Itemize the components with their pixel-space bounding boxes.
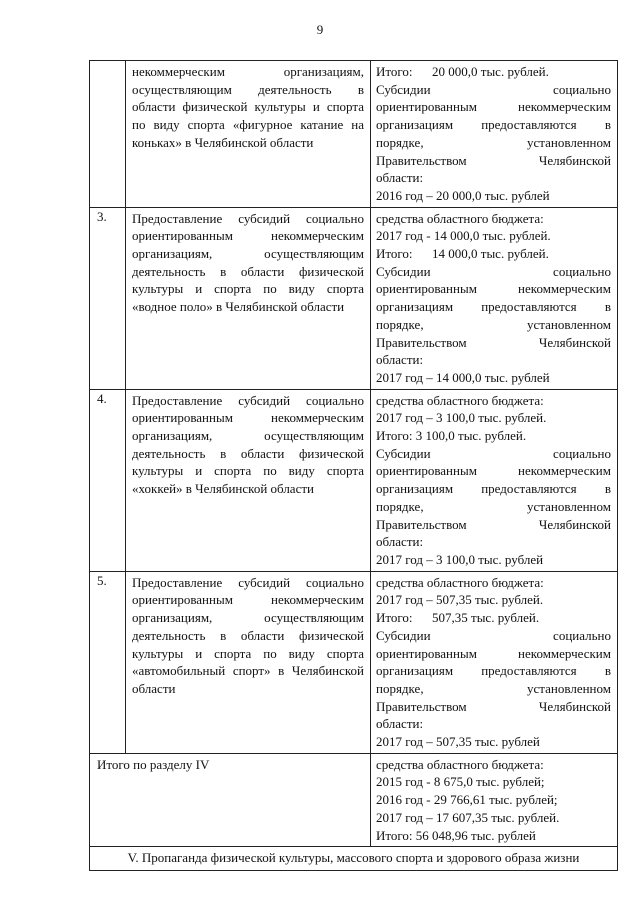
funding-line: Субсидии социально — [376, 263, 611, 279]
row-number: 5. — [90, 571, 126, 753]
funding-line: 2017 год – 507,35 тыс. рублей — [376, 734, 540, 750]
funding-line: средства областного бюджета: — [376, 574, 544, 590]
funding-details — [371, 390, 617, 571]
funding-line: организациям предоставляются в — [376, 117, 611, 133]
activity-description: некоммерческим организациям, осуществляющим деятельность в области физической культуры и спорта по виду спорта «фигурное катание на коньках» в Челябинской области — [132, 64, 364, 150]
funding-line: области: — [376, 352, 424, 368]
funding-line: Итого: 3 100,0 тыс. рублей. — [376, 428, 527, 444]
funding-line: средства областного бюджета: — [376, 756, 544, 772]
funding-details — [371, 572, 617, 753]
funding-line: Правительством Челябинской — [376, 152, 611, 168]
funding-line: 2017 год – 507,35 тыс. рублей. — [376, 592, 544, 608]
funding-line: Итого: 507,35 тыс. рублей. — [376, 610, 540, 626]
funding-line: 2016 год - 29 766,61 тыс. рублей; — [376, 792, 558, 808]
funding-line: Итого: 14 000,0 тыс. рублей. — [376, 246, 549, 262]
activity-description: Предоставление субсидий социально ориентированным некоммерческим организациям, осуществляющим деятельность в области физической культуры и спорта по виду спорта «водное поло» в Челябинской области — [132, 210, 364, 315]
funding-details — [371, 208, 617, 389]
funding-line: Правительством Челябинской — [376, 698, 611, 714]
section-header-row — [90, 847, 618, 871]
funding-line: 2015 год - 8 675,0 тыс. рублей; — [376, 774, 545, 790]
program-activities-table — [89, 60, 618, 871]
funding-line: ориентированным некоммерческим — [376, 645, 611, 661]
funding-line: порядке, установленном — [376, 134, 611, 150]
funding-line: 2016 год – 20 000,0 тыс. рублей — [376, 187, 550, 203]
funding-line: средства областного бюджета: — [376, 392, 544, 408]
funding-line: Субсидии социально — [376, 627, 611, 643]
page-number: 9 — [316, 22, 324, 37]
funding-line: ориентированным некоммерческим — [376, 99, 611, 115]
funding-line: порядке, установленном — [376, 680, 611, 696]
funding-line: 2017 год - 14 000,0 тыс. рублей. — [376, 228, 551, 244]
row-number: 3. — [90, 207, 126, 389]
funding-line: 2017 год – 3 100,0 тыс. рублей. — [376, 410, 547, 426]
funding-line: организациям предоставляются в — [376, 299, 611, 315]
section-total-label: Итого по разделу IV — [90, 753, 371, 847]
table-row — [90, 207, 618, 389]
funding-line: 2017 год – 3 100,0 тыс. рублей — [376, 551, 544, 567]
section-total-funding — [371, 754, 617, 847]
funding-line: Итого: 56 048,96 тыс. рублей — [376, 827, 536, 843]
section-total-row — [90, 753, 618, 847]
funding-line: порядке, установленном — [376, 498, 611, 514]
funding-line: организациям предоставляются в — [376, 663, 611, 679]
activity-description: Предоставление субсидий социально ориентированным некоммерческим организациям, осуществляющим деятельность в области физической культуры и спорта по виду спорта «хоккей» в Челябинской области — [132, 392, 364, 497]
funding-line: ориентированным некоммерческим — [376, 463, 611, 479]
funding-line: ориентированным некоммерческим — [376, 281, 611, 297]
funding-line: 2017 год – 17 607,35 тыс. рублей. — [376, 809, 560, 825]
row-number: 4. — [90, 389, 126, 571]
activity-description: Предоставление субсидий социально ориентированным некоммерческим организациям, осуществляющим деятельность в области физической культуры и спорта по виду спорта «автомобильный спорт» в Челябинской области — [132, 574, 364, 696]
funding-line: Итого: 20 000,0 тыс. рублей. — [376, 64, 549, 79]
funding-line: средства областного бюджета: — [376, 210, 544, 226]
funding-line: организациям предоставляются в — [376, 481, 611, 497]
funding-line: области: — [376, 170, 424, 186]
funding-line: Правительством Челябинской — [376, 334, 611, 350]
funding-line: Субсидии социально — [376, 445, 611, 461]
table-row — [90, 389, 618, 571]
section-title: V. Пропаганда физической культуры, массового спорта и здорового образа жизни — [90, 847, 618, 871]
funding-line: 2017 год – 14 000,0 тыс. рублей — [376, 369, 550, 385]
funding-line: Правительством Челябинской — [376, 516, 611, 532]
funding-line: области: — [376, 716, 424, 732]
funding-line: порядке, установленном — [376, 316, 611, 332]
funding-details — [371, 61, 617, 207]
funding-line: области: — [376, 534, 424, 550]
funding-line: Субсидии социально — [376, 81, 611, 97]
table-row — [90, 61, 618, 208]
table-row — [90, 571, 618, 753]
row-number — [90, 61, 126, 208]
